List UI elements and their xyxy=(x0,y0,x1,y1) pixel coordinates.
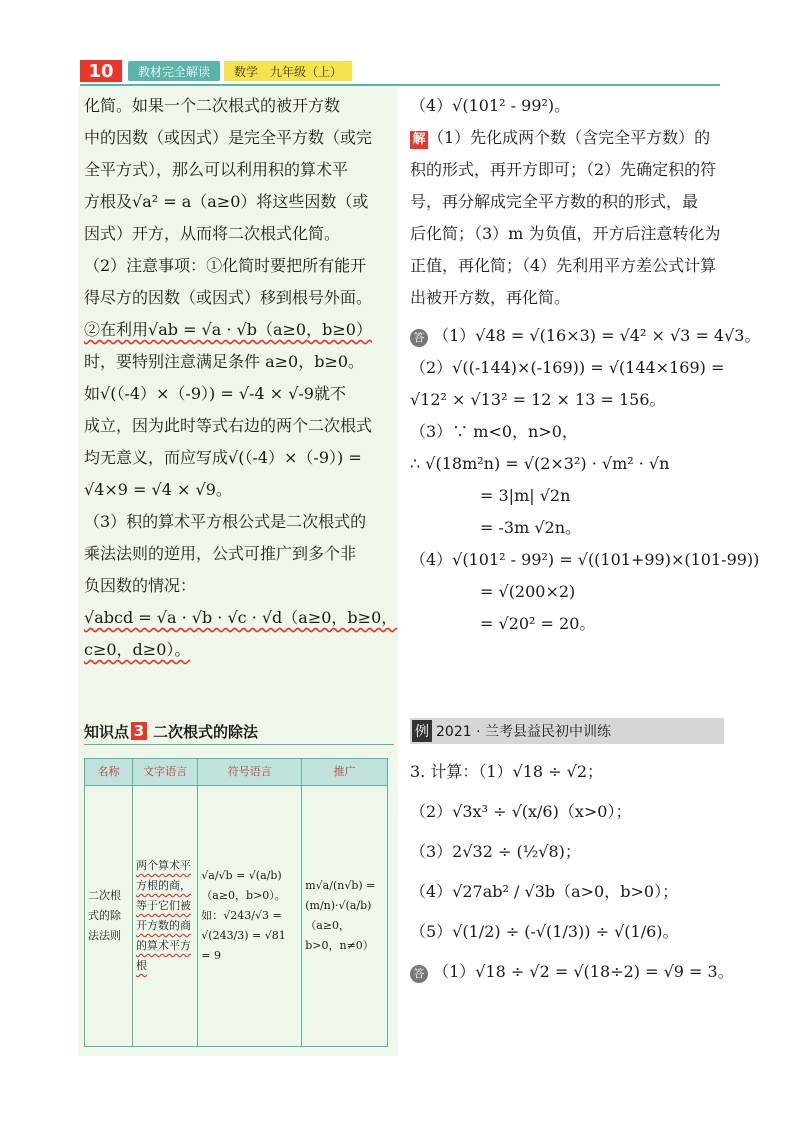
division-rule-table xyxy=(84,758,388,1047)
page-header xyxy=(80,60,352,82)
rule-text: 两个算术平方根的商，等于它们被开方数的商的算术平方根 xyxy=(132,786,197,1047)
example-tag: 例 xyxy=(412,720,432,742)
knowledge-point-heading xyxy=(84,718,394,744)
left-column xyxy=(84,90,398,666)
table-header-row xyxy=(85,759,388,786)
solution-block: 解 （1）先化成两个数（含完全平方数）的 积的形式，再开方即可；（2）先确定积的符 号，再分解成完全平方数的积的形式，最 后化简；（3）m 为负值，开方后注意转化为 正值，再化简；（4）先利用平方差公式计算 出被开方数，再化简。 xyxy=(410,128,721,307)
problem-answer: （1）√18 ÷ √2 = √(18÷2) = √9 = 3。 xyxy=(433,962,734,981)
knowledge-number: 3 xyxy=(131,722,147,740)
knowledge-label: 知识点 xyxy=(84,722,130,741)
rule-symbol: √a/√b = √(a/b)（a≥0，b>0）。如：√243/√3 = √(243/3) = √81 = 9 xyxy=(198,786,302,1047)
example-heading xyxy=(410,718,724,744)
knowledge-divider xyxy=(84,744,394,745)
solution-badge: 解 xyxy=(410,131,428,149)
table-row xyxy=(85,786,388,1047)
subject-grade: 数学 九年级（上） xyxy=(224,61,352,81)
question-4: （4）√(101² - 99²)。 xyxy=(410,96,571,115)
table-header: 符号语言 xyxy=(198,759,302,786)
problem-block xyxy=(410,752,734,992)
product-formula: ②在利用√ab = √a · √b（a≥0，b≥0） xyxy=(84,320,372,339)
answer-badge: 答 xyxy=(410,329,428,347)
knowledge-title: 二次根式的除法 xyxy=(153,722,259,741)
table-header: 推广 xyxy=(302,759,388,786)
answer-badge: 答 xyxy=(410,965,428,983)
table-header: 文字语言 xyxy=(132,759,197,786)
problem-line: （4）√27ab² / √3b（a>0，b>0）； xyxy=(410,882,679,901)
notes-paragraph: （2）注意事项：①化简时要把所有能开 得尽方的因数（或因式）移到根号外面。 ②在利用√ab = √a · √b（a≥0，b≥0） 时，要特别注意满足条件 a≥0，b≥0。 如√(（-4）×（-9）) = √-4 × √-9就不 成立，因为此时等式右边的两个二次根式 均无意义，而应写成√(（-4）×（-9）) = √4×9 = √4 × √9。 xyxy=(84,250,390,506)
problem-line: 3. 计算：（1）√18 ÷ √2； xyxy=(410,762,604,781)
page-number: 10 xyxy=(80,60,122,82)
right-column xyxy=(410,90,761,640)
problem-line: （5）√(1/2) ÷ (-√(1/3)) ÷ √(1/6)。 xyxy=(410,922,679,941)
answer-block: 答 （1）√48 = √(16×3) = √4² × √3 = 4√3。 （2）√((-144)×(-169)) = √(144×169) = √12² × √13² = 12 × 13 = 156。 （3）∵ m<0，n>0， ∴ √(18m²n) = √(2×3²) · √m² · √n = 3|m| √2n = -3m √2n。 （4）√(101² - 99²) = √((101+99)×(101-99)) = √(200×2) = √20² = 20。 xyxy=(410,326,761,633)
general-formula: √abcd = √a · √b · √c · √d（a≥0，b≥0， xyxy=(84,608,398,627)
intro-paragraph: 化简。如果一个二次根式的被开方数 中的因数（或因式）是完全平方数（或完 全平方式），那么可以利用积的算术平 方根及√a² = a（a≥0）将这些因数（或 因式）开方，从而将二次根式化简。 xyxy=(84,96,373,243)
example-title: 2021 · 兰考县益民初中训练 xyxy=(436,724,611,740)
rule-general: m√a/(n√b) = (m/n)·√(a/b)（a≥0，b>0，n≠0） xyxy=(302,786,388,1047)
rule-name: 二次根式的除法法则 xyxy=(85,786,133,1047)
problem-line: （3）2√32 ÷ (½√8)； xyxy=(410,842,581,861)
table-header: 名称 xyxy=(85,759,133,786)
problem-line: （2）√3x³ ÷ √(x/6)（x>0）； xyxy=(410,802,632,821)
book-title: 教材完全解读 xyxy=(128,61,220,81)
generalization-paragraph: （3）积的算术平方根公式是二次根式的 乘法法则的逆用，公式可推广到多个非 负因数的情况： √abcd = √a · √b · √c · √d（a≥0，b≥0， c≥0，d≥0）。 xyxy=(84,512,398,659)
